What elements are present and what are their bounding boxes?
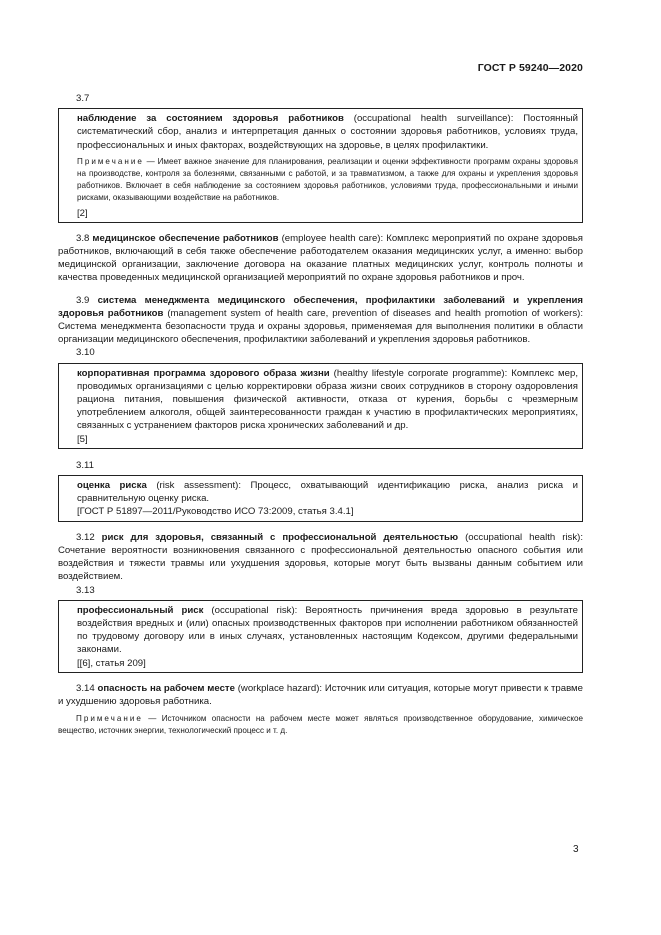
term-definition-3-7: [77, 112, 578, 152]
term-text-3-12: (occupational health risk): Сочетание вероятности возникновения связанного с профессиональной деятельностью опасного события или воздействия и тяжести травмы или ухудшения здоровья, которые могут быть вызваны данным событием или воздействием.: [58, 531, 584, 583]
section-number-3-12: 3.12: [76, 531, 95, 543]
term-box-3-11: [58, 475, 583, 522]
reference-3-7: [2]: [77, 207, 88, 219]
term-title-3-8: медицинское обеспечение работников: [92, 232, 279, 244]
reference-3-11: [ГОСТ Р 51897—2011/Руководство ИСО 73:2009, статья 3.4.1]: [77, 506, 354, 518]
term-text-3-9: (management system of health care, prevention of diseases and health promotion of workers): Система менеджмента безопасности труда и охраны здоровья, применяемая для выполнения политики в области организации медицинского обеспечения, профилактики заболеваний и укрепления здоровья работников.: [58, 307, 583, 346]
document-code: ГОСТ Р 59240—2020: [477, 62, 583, 74]
section-number-3-9: 3.9: [76, 294, 90, 306]
note-3-14: [58, 713, 583, 737]
term-box-3-10: [58, 363, 583, 449]
note-text-3-7: — Имеет важное значение для планирования, реализации и оценки эффективности программ охраны здоровья на производстве, контроля за болезнями, связанными с работой, и за травматизмом, а также для охраны и укрепления здоровья работников. Включает в себя наблюдение за состоянием здоровья работников, условиями труда, профессиональными и иными рисками, оказывающими воздействие на работников.: [77, 156, 578, 203]
term-title-3-11: оценка риска: [77, 480, 147, 492]
term-title-3-13: профессиональный риск: [77, 604, 204, 616]
term-definition-3-11: [77, 479, 578, 505]
term-box-3-7: [58, 108, 583, 223]
term-paragraph-3-9: [58, 294, 583, 347]
reference-3-13: [[6], статья 209]: [77, 657, 146, 669]
term-definition-3-13: [77, 604, 578, 657]
section-number-3-13: 3.13: [76, 584, 95, 596]
note-3-7: [77, 156, 578, 205]
term-title-3-14: опасность на рабочем месте: [97, 682, 235, 694]
term-paragraph-3-14: [58, 682, 583, 708]
term-text-3-7: (occupational health surveillance): Постоянный систематический сбор, анализ и интерпретация данных о состоянии здоровья работников, условиях труда, профессиональных и иных факторах, воздействующих на здоровье, в целях профилактики.: [77, 113, 578, 151]
term-text-3-10: (healthy lifestyle corporate programme): Комплекс мер, проводимых организациями с целью корректировки образа жизни своих сотрудников в сторону оздоровления рациона питания, повышения физической активности, отказа от курения, борьбы с чрезмерным употреблением алкоголя, общей заинтересованности граждан к участию в профилактических мероприятиях, связанных с устранением факторов риска хронических заболеваний и др.: [77, 367, 578, 432]
term-title-3-12: риск для здоровья, связанный с профессиональной деятельностью: [101, 531, 459, 543]
term-paragraph-3-12: [58, 531, 583, 584]
term-text-3-11: (risk assessment): Процесс, охватывающий идентификацию риска, анализ риска и сравнительную оценку риска.: [77, 480, 579, 505]
term-title-3-10: корпоративная программа здорового образа жизни: [77, 367, 330, 379]
note-label-3-14: Примечание: [76, 714, 143, 724]
section-number-3-11: 3.11: [76, 459, 94, 471]
section-number-3-14: 3.14: [76, 682, 95, 694]
document-body: [58, 92, 583, 738]
term-definition-3-10: [77, 367, 578, 433]
term-text-3-14: (workplace hazard): Источник или ситуация, которые могут привести к травме и ухудшению здоровья работника.: [58, 682, 583, 707]
term-title-3-9: система менеджмента медицинского обеспечения, профилактики заболеваний и укрепления здоровья работников: [58, 294, 583, 319]
term-title-3-7: наблюдение за состоянием здоровья работников: [77, 113, 344, 125]
term-box-3-13: [58, 600, 583, 673]
term-text-3-13: (occupational risk): Вероятность причинения вреда здоровью в результате воздействия вредных и (или) опасных производственных факторов при исполнении работником обязанностей по трудовому договору или в иных случаях, установленных настоящим Кодексом, другими федеральными законами.: [77, 604, 578, 656]
section-number-3-10: 3.10: [76, 347, 95, 359]
term-text-3-8: (employee health care): Комплекс мероприятий по охране здоровья работников, включающий в себя также обеспечение работодателем оказания медицинских услуг, а именно: выбор медицинской организации, заключение договора на оказание платных медицинских услуг, контроль полноты и качества проведенных медицинской организацией мероприятий по охране здоровья работников и проч.: [58, 232, 583, 284]
reference-3-10: [5]: [77, 433, 88, 445]
note-text-3-14: — Источником опасности на рабочем месте может являться производственное оборудование, химическое вещество, источник энергии, технологический процесс и т. д.: [58, 714, 583, 736]
note-label-3-7: Примечание: [77, 156, 144, 166]
term-paragraph-3-8: [58, 232, 583, 285]
section-number-3-7: 3.7: [76, 93, 90, 104]
page-number: 3: [573, 844, 579, 855]
section-number-3-8: 3.8: [76, 232, 90, 244]
